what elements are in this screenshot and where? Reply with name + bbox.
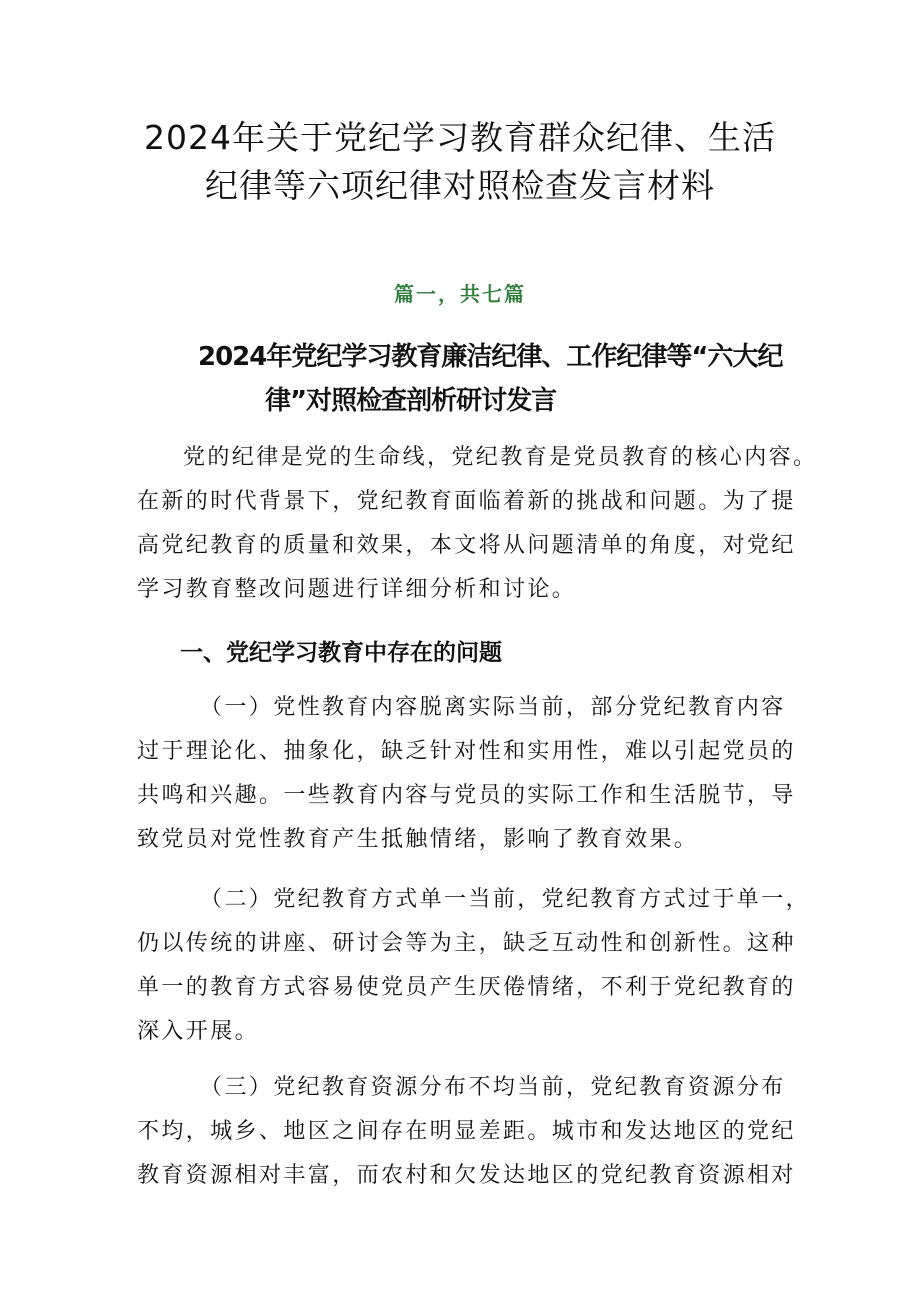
paragraph-3-line: 教育资源相对丰富，而农村和欠发达地区的党纪教育资源相对: [137, 1163, 796, 1188]
intro-line: 高党纪教育的质量和效果，本文将从问题清单的角度，对党纪: [137, 533, 796, 558]
paragraph-2-line: （二）党纪教育方式单一当前，党纪教育方式过于单一，: [200, 887, 811, 912]
subtitle-line-2: 律”对照检查剖析研讨发言: [265, 386, 557, 416]
document-title-line-2: 纪律等六项纪律对照检查发言材料: [205, 166, 715, 205]
intro-line: 党的纪律是党的生命线，党纪教育是党员教育的核心内容。: [183, 445, 818, 470]
paragraph-2-line: 单一的教育方式容易使党员产生厌倦情绪，不利于党纪教育的: [137, 975, 796, 1000]
paragraph-3-line: 不均，城乡、地区之间存在明显差距。城市和发达地区的党纪: [137, 1119, 796, 1144]
intro-line: 学习教育整改问题进行详细分析和讨论。: [137, 577, 577, 602]
paragraph-1-line: 致党员对党性教育产生抵触情绪，影响了教育效果。: [137, 827, 699, 852]
paragraph-3-line: （三）党纪教育资源分布不均当前，党纪教育资源分布: [200, 1075, 786, 1100]
intro-line: 在新的时代背景下，党纪教育面临着新的挑战和问题。为了提: [137, 489, 796, 514]
paragraph-1-line: （一）党性教育内容脱离实际当前，部分党纪教育内容: [200, 695, 786, 720]
paragraph-2-line: 深入开展。: [137, 1019, 260, 1044]
paragraph-1-line: 过于理论化、抽象化，缺乏针对性和实用性，难以引起党员的: [137, 739, 796, 764]
document-title-line-1: 2024年关于党纪学习教育群众纪律、生活: [144, 118, 776, 157]
subtitle-line-1: 2024年党纪学习教育廉洁纪律、工作纪律等“六大纪: [198, 342, 783, 372]
part-label: 篇一，共七篇: [394, 282, 526, 306]
paragraph-1-line: 共鸣和兴趣。一些教育内容与党员的实际工作和生活脱节，导: [137, 783, 796, 808]
section-heading: 一、党纪学习教育中存在的问题: [180, 640, 502, 666]
paragraph-2-line: 仍以传统的讲座、研讨会等为主，缺乏互动性和创新性。这种: [137, 931, 796, 956]
